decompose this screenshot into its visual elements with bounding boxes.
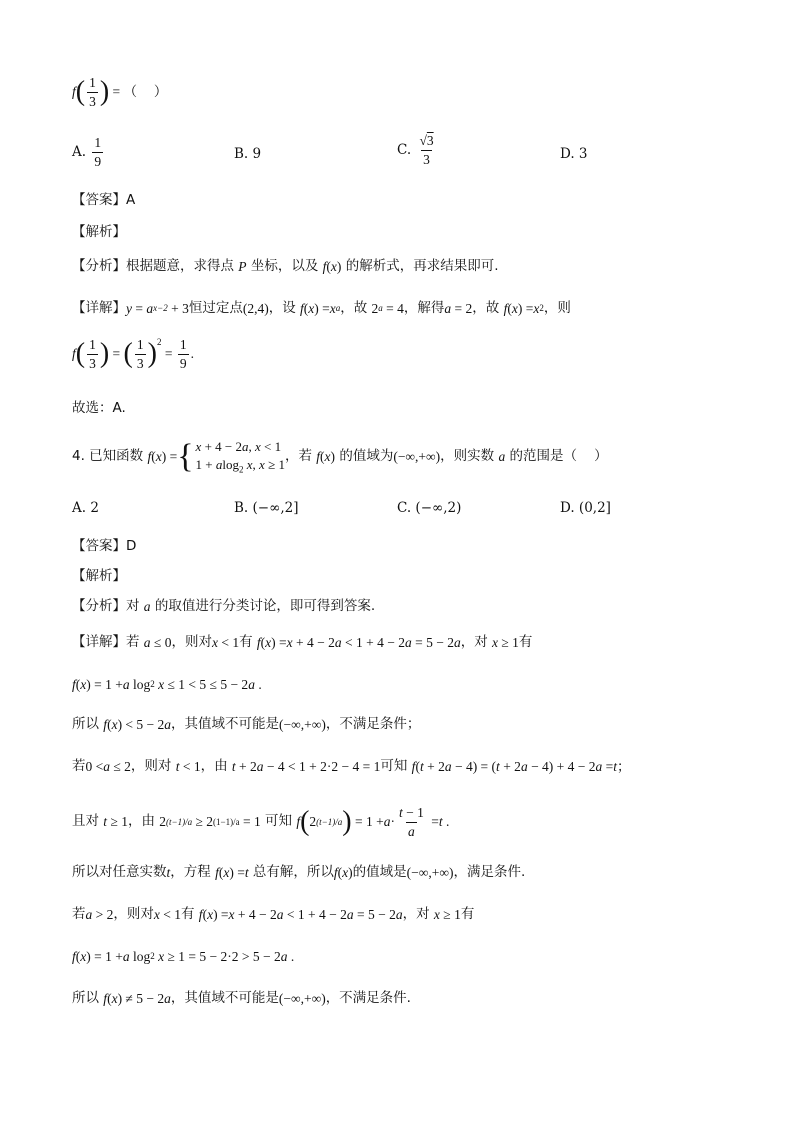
q4-line7: 若 a > 2 ，则对 x < 1 有 f ( x ) = x + 4 − 2 a < 1 + 4 − 2 a = 5 − 2 a ，对 x ≥ 1 有 [72,906,475,922]
q4-fenxi: 【分析】对 a 的取值进行分类讨论，即可得到答案. [72,598,376,614]
q4-line9: 所以 f ( x ) ≠ 5 − 2 a ，其值域不可能是 (−∞,+∞) ，不满足条件. [72,990,411,1006]
q4-line4: 若 0 < a ≤ 2 ，则对 t < 1 ，由 t + 2 a − 4 < 1 + 2·2 − 4 = 1 可知 f ( t + 2 a − 4) = ( t + 2 a − 4) + 4 − 2 a = t ； [72,758,631,774]
q4-line3: 所以 f ( x ) < 5 − 2 a ，其值域不可能是 (−∞,+∞) ，不满足条件； [72,716,421,732]
q3-xiangjie-line1: 【详解】 y = a x−2 + 3 恒过定点 (2,4) ，设 f ( x ) = x a ，故 2 a = 4 ，解得 a = 2 ，故 f ( x ) = x 2 ，则 [72,300,571,316]
q3-fenxi: 【分析】根据题意，求得点 P 坐标，以及 f ( x ) 的解析式，再求结果即可. [72,258,499,274]
q4-line5: 且对 t ≥ 1 ，由 2 (t−1)/a ≥ 2 (1−1)/a = 1 可知 f ( 2 (t−1)/a ) = 1 + a · $\frac{t - 1}{a}$ = t . [72,805,450,839]
q3-question-tail: f ( $\frac{1}{3}$ ) = （ ） [72,75,168,109]
q4-line8: f ( x ) = 1 + a log 2 x ≥ 1 = 5 − 2·2 > 5 − 2 a . [72,949,295,964]
q4-option-d: D. (0,2] [560,500,611,516]
q4-stem: 4. 已知函数 f ( x ) = { x + 4 − 2a, x < 1 1 + alog$_2$ x, x ≥ 1 ，若 f ( x ) 的值域为 (−∞,+∞) ，则实数 a 的范围是（ ） [72,437,608,475]
q3-option-a: A. $\frac{1}{9}$ [72,135,102,169]
q4-analysis-title: 【解析】 [72,568,126,584]
q4-option-a: A. 2 [72,500,99,516]
q3-analysis-title: 【解析】 [72,224,126,240]
q4-option-c: C. (−∞,2) [397,500,462,516]
q4-line6: 所以对任意实数 t ，方程 f ( x ) = t 总有解，所以 f ( x ) 的值域是 (−∞,+∞) ，满足条件. [72,864,526,880]
q4-option-b: B. (−∞,2] [234,500,299,516]
q3-option-b: B. 9 [234,146,262,162]
q4-answer: 【答案】D [72,538,137,554]
q4-line2: f ( x ) = 1 + a log 2 x ≤ 1 < 5 ≤ 5 − 2 a . [72,677,262,692]
q3-option-d: D. 3 [560,146,588,162]
q3-answer: 【答案】A [72,192,136,208]
q4-xiangjie: 【详解】若 a ≤ 0 ，则对 x < 1 有 f ( x ) = x + 4 − 2 a < 1 + 4 − 2 a = 5 − 2 a ，对 x ≥ 1 有 [72,634,533,650]
q3-xiangjie-line2: f ( $\frac{1}{3}$ ) = ( $\frac{1}{3}$ ) 2 = $\frac{1}{9}$ . [72,337,194,371]
q3-conclusion: 故选：A. [72,400,126,416]
q3-option-c: C. $\frac{√3}{3}$ [397,133,434,167]
